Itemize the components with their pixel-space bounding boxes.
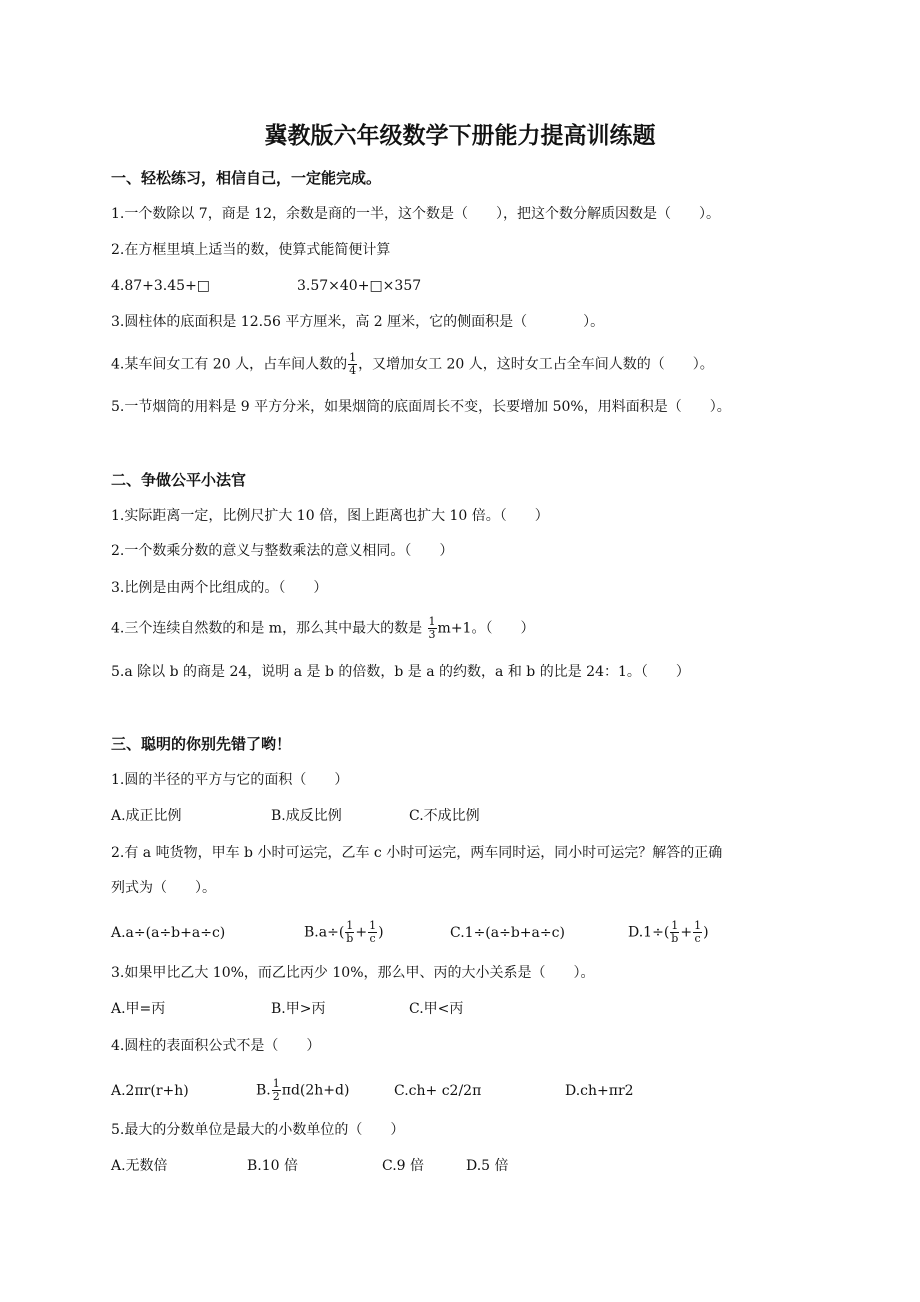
s3-q5-option-c: C.9 倍 xyxy=(382,1158,425,1174)
s3-q2-optb-frac2-den: c xyxy=(369,932,376,945)
s3-q5-option-b: B.10 倍 xyxy=(247,1158,299,1174)
s3-q2-optd-pre: D.1÷( xyxy=(628,924,670,941)
s3-q2-option-c: C.1÷(a÷b+a÷c) xyxy=(450,924,565,941)
s1-q2-expression-b: 3.57×40+□×357 xyxy=(297,278,422,294)
s3-question-4: 4.圆柱的表面积公式不是（ ） xyxy=(111,1038,321,1054)
s2-q4-fraction xyxy=(428,616,437,641)
section1-heading: 一、轻松练习，相信自己，一定能完成。 xyxy=(111,169,382,187)
s3-q5-option-d: D.5 倍 xyxy=(466,1158,509,1174)
s1-question-2-expressions xyxy=(111,276,421,296)
s2-question-5: 5.a 除以 b 的商是 24，说明 a 是 b 的倍数，b 是 a 的约数，a 和 b 的比是 24：1。（ ） xyxy=(111,664,690,680)
s3-question-5-options xyxy=(111,1156,509,1176)
s2-question-4 xyxy=(111,616,534,641)
s3-question-2-options xyxy=(111,920,709,945)
s2-q4-denominator: 3 xyxy=(428,628,436,641)
s3-q1-option-c: C.不成比例 xyxy=(409,808,480,824)
s3-q2-optd-plus: + xyxy=(680,924,693,941)
s3-q4-option-d: D.ch+πr2 xyxy=(565,1082,634,1099)
s3-q4-optb-fraction xyxy=(272,1078,281,1103)
s2-q4-text-after: m+1。（ ） xyxy=(437,620,535,637)
section3-heading: 三、聪明的你别先错了哟！ xyxy=(111,735,292,753)
s1-q2-expression-a: 4.87+3.45+□ xyxy=(111,278,211,294)
s3-q2-option-d xyxy=(628,920,709,945)
s1-question-4 xyxy=(111,352,714,377)
s3-q2-optd-post: ) xyxy=(703,924,709,941)
s1-q4-text-after: ，又增加女工 20 人，这时女工占全车间人数的（ ）。 xyxy=(358,356,714,373)
s3-q5-option-a: A.无数倍 xyxy=(111,1158,168,1174)
s3-q1-option-b: B.成反比例 xyxy=(271,808,342,824)
s3-q4-optb-denominator: 2 xyxy=(272,1090,280,1103)
s3-q2-optb-frac1 xyxy=(345,920,354,945)
s3-q4-optb-pre: B. xyxy=(256,1082,271,1099)
s3-question-1-options xyxy=(111,806,480,826)
s3-q4-option-c: C.ch+ c2/2π xyxy=(394,1082,482,1099)
s3-q2-optd-frac2-den: c xyxy=(694,932,701,945)
s3-q2-option-b xyxy=(304,920,450,945)
s3-q3-option-c: C.甲<丙 xyxy=(409,1001,464,1017)
s1-q4-denominator: 4 xyxy=(349,364,357,377)
s3-q4-option-b xyxy=(256,1078,394,1103)
s3-q2-optd-frac1-num: 1 xyxy=(671,919,679,932)
s2-q4-text-before: 4.三个连续自然数的和是 m，那么其中最大的数是 xyxy=(111,620,427,637)
s3-q3-option-b: B.甲>丙 xyxy=(271,1001,326,1017)
s3-q2-optb-post: ) xyxy=(378,924,384,941)
s3-q2-optd-frac2 xyxy=(693,920,702,945)
s3-q2-optb-frac2 xyxy=(368,920,377,945)
s3-question-2-line1: 2.有 a 吨货物，甲车 b 小时可运完，乙车 c 小时可运完，两车同时运，同小时可运完？解答的正确 xyxy=(111,845,723,861)
s3-q2-optb-plus: + xyxy=(355,924,368,941)
s1-question-3: 3.圆柱体的底面积是 12.56 平方厘米，高 2 厘米，它的侧面积是（ ）。 xyxy=(111,314,605,330)
s1-question-1: 1.一个数除以 7，商是 12，余数是商的一半，这个数是（ ），把这个数分解质因数是（ ）。 xyxy=(111,206,720,222)
s3-q2-optd-frac2-num: 1 xyxy=(694,919,702,932)
s2-question-2: 2.一个数乘分数的意义与整数乘法的意义相同。（ ） xyxy=(111,543,454,559)
s2-question-1: 1.实际距离一定，比例尺扩大 10 倍，图上距离也扩大 10 倍。（ ） xyxy=(111,508,549,524)
s3-question-5: 5.最大的分数单位是最大的小数单位的（ ） xyxy=(111,1122,405,1138)
s1-q4-text-before: 4.某车间女工有 20 人，占车间人数的 xyxy=(111,356,348,373)
s3-question-3: 3.如果甲比乙大 10%，而乙比丙少 10%，那么甲、丙的大小关系是（ ）。 xyxy=(111,965,595,981)
s3-question-4-options xyxy=(111,1078,634,1103)
s3-q2-optb-frac1-num: 1 xyxy=(346,919,354,932)
s3-q2-optd-frac1 xyxy=(670,920,679,945)
s3-q2-optd-frac1-den: b xyxy=(671,932,679,945)
s3-question-1: 1.圆的半径的平方与它的面积（ ） xyxy=(111,772,349,788)
s3-q4-option-a: A.2πr(r+h) xyxy=(111,1082,189,1099)
s1-q4-numerator: 1 xyxy=(349,351,357,364)
s3-q2-optb-pre: B.a÷( xyxy=(304,924,345,941)
s3-q2-option-a: A.a÷(a÷b+a÷c) xyxy=(111,924,226,941)
s3-q2-optb-frac2-num: 1 xyxy=(369,919,377,932)
s2-q4-numerator: 1 xyxy=(428,615,436,628)
s3-q4-optb-post: πd(2h+d) xyxy=(281,1082,350,1099)
s3-q3-option-a: A.甲=丙 xyxy=(111,1001,166,1017)
s3-question-2-line2: 列式为（ ）。 xyxy=(111,880,216,896)
s1-question-5: 5.一节烟筒的用料是 9 平方分米，如果烟筒的底面周长不变，长要增加 50%，用料面积是（ ）。 xyxy=(111,399,731,415)
s2-question-3: 3.比例是由两个比组成的。（ ） xyxy=(111,580,328,596)
section2-heading: 二、争做公平小法官 xyxy=(111,471,247,489)
s3-q1-option-a: A.成正比例 xyxy=(111,808,182,824)
s1-q4-fraction xyxy=(348,352,357,377)
s1-question-2: 2.在方框里填上适当的数，使算式能简便计算 xyxy=(111,242,391,258)
s3-question-3-options xyxy=(111,999,463,1019)
s3-q4-optb-numerator: 1 xyxy=(272,1077,280,1090)
page-title: 冀教版六年级数学下册能力提高训练题 xyxy=(264,122,656,149)
s3-q2-optb-frac1-den: b xyxy=(346,932,354,945)
